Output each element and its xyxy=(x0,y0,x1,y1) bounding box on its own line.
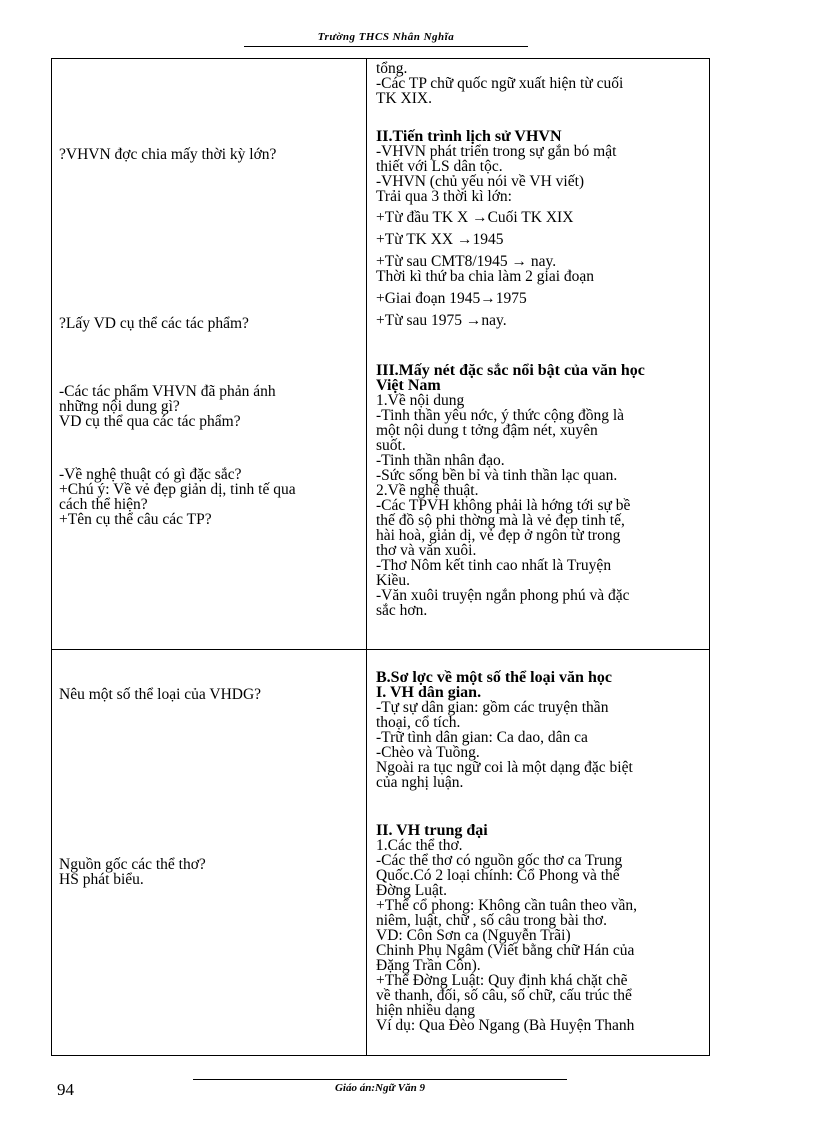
answer-section-ii: II. VH trung đại 1.Các thể thơ. -Các thể thơ có nguồn gốc thơ ca Trung Quốc.Có 2 loại chính: Cổ Phong và thể Đờng Luật. +Thể cổ phong: Không cần tuân theo vần, niêm, luật, chữ , số câu trong bài thơ. VD: Côn Sơn ca (Nguyễn Trãi) Chinh Phụ Ngâm (Viết bằng chữ Hán của Đặng Trần Côn). +Thể Đờng Luật: Quy định khá chặt chẽ về thanh, đối, số câu, số chữ, cấu trúc thể hiện nhiều dạng Ví dụ: Qua Đèo Ngang (Bà Huyện Thanh xyxy=(376,823,706,1033)
page-header: Trường THCS Nhân Nghĩa xyxy=(244,30,528,47)
answer-section-3: III.Mấy nét đặc sắc nổi bật của văn học Việt Nam 1.Về nội dung -Tinh thần yêu nớc, ý thức cộng đồng là một nội dung t tởng đậm nét, xuyên suốt. -Tinh thần nhân đạo. -Sức sống bền bỉ và tinh thần lạc quan. 2.Về nghệ thuật. -Các TPVH không phải là hớng tới sự bề thế đồ sộ phi thờng mà là vẻ đẹp tinh tế, hài hoà, giản dị, vẻ đẹp ở ngôn từ trong thơ và văn xuôi. -Thơ Nôm kết tinh cao nhất là Truyện Kiều. -Văn xuôi truyện ngắn phong phú và đặc sắc hơn. xyxy=(376,363,706,618)
question-art: -Về nghệ thuật có gì đặc sắc? +Chú ý: Về vẻ đẹp giản dị, tinh tế qua cách thể hiện? +Tên cụ thể câu các TP? xyxy=(59,466,296,528)
section-2-title: II.Tiến trình lịch sử VHVN xyxy=(376,128,562,145)
page-footer: Giáo án:Ngữ Văn 9 xyxy=(193,1079,567,1096)
section-3-title: III.Mấy nét đặc sắc nổi bật của văn học xyxy=(376,362,645,379)
answer-section-b: B.Sơ lợc về một số thể loại văn học I. VH dân gian. -Tự sự dân gian: gồm các truyện thần thoại, cổ tích. -Trữ tình dân gian: Ca dao, dân ca -Chèo và Tuồng. Ngoài ra tục ngữ coi là một dạng đặc biệt của nghị luận. xyxy=(376,670,706,790)
section-b-title: B.Sơ lợc về một số thể loại văn học xyxy=(376,669,612,686)
answer-intro: tổng. -Các TP chữ quốc ngữ xuất hiện từ cuối TK XIX. xyxy=(376,60,624,107)
page-number: 94 xyxy=(57,1080,74,1099)
section-ii-title: II. VH trung đại xyxy=(376,822,488,839)
section-i-title: I. VH dân gian. xyxy=(376,684,482,701)
question-examples: ?Lấy VD cụ thể các tác phẩm? xyxy=(59,315,249,332)
question-periods: ?VHVN đợc chia mấy thời kỳ lớn? xyxy=(59,146,277,163)
answer-section-2: II.Tiến trình lịch sử VHVN -VHVN phát triển trong sự gắn bó mật thiết với LS dân tộc. -VHVN (chủ yếu nói về VH viết) Trải qua 3 thời kì lớn: +Từ đầu TK X →Cuối TK XIX +Từ TK XX →1945 +Từ sau CMT8/1945 → nay. Thời kì thứ ba chia làm 2 giai đoạn +Giai đoạn 1945→1975 +Từ sau 1975 →nay. xyxy=(376,129,706,328)
row-divider xyxy=(52,649,709,650)
question-poetry-origin: Nguồn gốc các thể thơ? HS phát biểu. xyxy=(59,856,206,888)
question-content: -Các tác phẩm VHVN đã phản ánh những nội dung gì? VD cụ thể qua các tác phẩm? xyxy=(59,383,276,430)
question-folk-genres: Nêu một số thể loại của VHDG? xyxy=(59,686,262,703)
lesson-table xyxy=(51,58,710,1056)
column-divider xyxy=(366,59,367,1055)
